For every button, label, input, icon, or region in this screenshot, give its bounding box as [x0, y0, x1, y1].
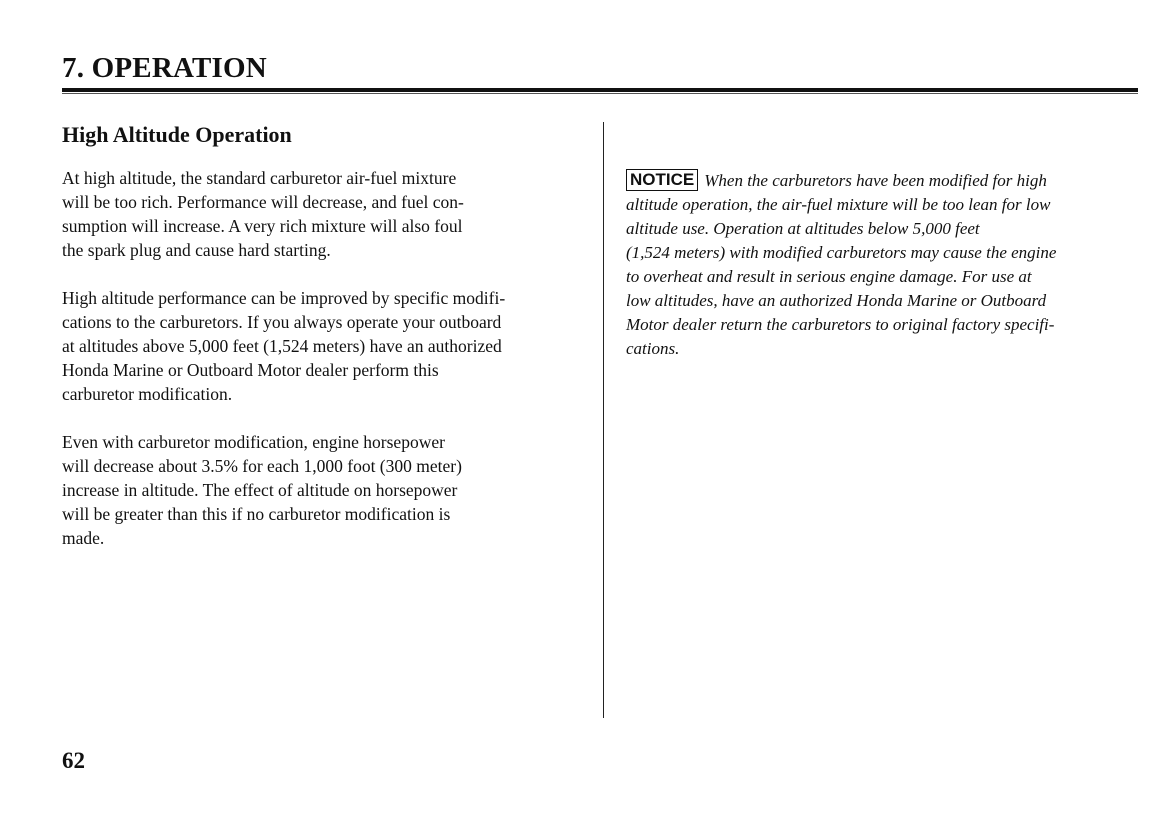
text-line: will decrease about 3.5% for each 1,000 foot (300 meter)	[62, 456, 462, 476]
text-line: increase in altitude. The effect of altitude on horsepower	[62, 480, 458, 500]
notice-line: cations.	[626, 339, 680, 358]
paragraph-rich-mixture	[62, 166, 582, 262]
notice-badge: NOTICE	[626, 169, 698, 191]
text-line: Even with carburetor modification, engine horsepower	[62, 432, 445, 452]
paragraph-modification	[62, 286, 582, 406]
text-line: Honda Marine or Outboard Motor dealer perform this	[62, 360, 439, 380]
notice-line: altitude operation, the air-fuel mixture will be too lean for low	[626, 195, 1051, 214]
header-rule-thin	[62, 93, 1138, 94]
notice-line-first	[626, 169, 1141, 193]
notice-text: When the carburetors have been modified for high	[704, 171, 1047, 190]
notice-line: low altitudes, have an authorized Honda Marine or Outboard	[626, 291, 1047, 310]
notice-line: to overheat and result in serious engine damage. For use at	[626, 267, 1032, 286]
page-number: 62	[62, 748, 85, 773]
text-line: carburetor modification.	[62, 384, 233, 404]
header-rule	[62, 88, 1138, 92]
text-line: sumption will increase. A very rich mixture will also foul	[62, 216, 463, 236]
section-heading: High Altitude Operation	[62, 122, 292, 147]
notice-line: (1,524 meters) with modified carburetors may cause the engine	[626, 243, 1057, 262]
text-line: the spark plug and cause hard starting.	[62, 240, 331, 260]
column-divider	[603, 122, 604, 718]
paragraph-horsepower	[62, 430, 582, 550]
text-line: will be too rich. Performance will decrease, and fuel con-	[62, 192, 464, 212]
left-column	[62, 166, 582, 574]
text-line: at altitudes above 5,000 feet (1,524 meters) have an authorized	[62, 336, 502, 356]
text-line: High altitude performance can be improved by specific modifi-	[62, 288, 506, 308]
notice-block	[626, 169, 1141, 361]
notice-line: altitude use. Operation at altitudes below 5,000 feet	[626, 219, 980, 238]
notice-line: Motor dealer return the carburetors to original factory specifi-	[626, 315, 1055, 334]
text-line: made.	[62, 528, 105, 548]
text-line: cations to the carburetors. If you always operate your outboard	[62, 312, 502, 332]
text-line: will be greater than this if no carburetor modification is	[62, 504, 451, 524]
chapter-title: 7. OPERATION	[62, 52, 267, 84]
text-line: At high altitude, the standard carburetor air-fuel mixture	[62, 168, 457, 188]
